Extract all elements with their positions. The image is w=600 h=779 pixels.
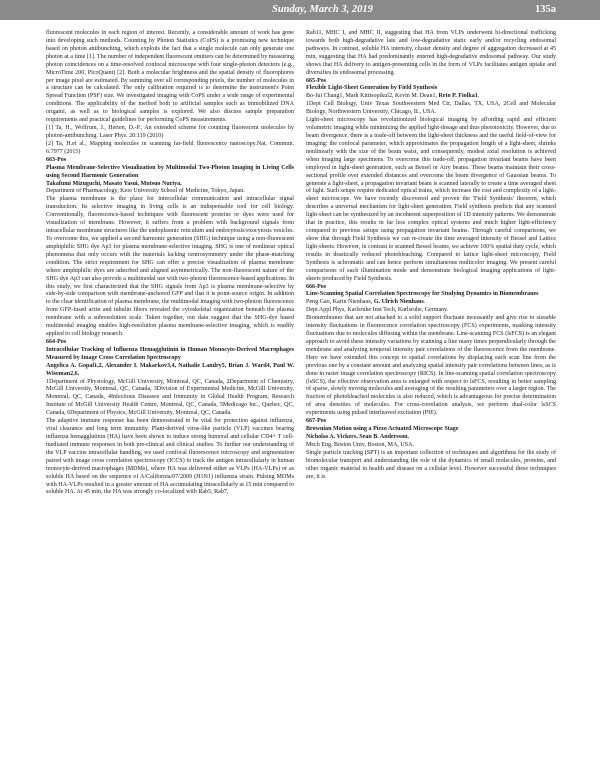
- continued-abstract-text: fluorescent molecules in each region of interest. Recently, a considerable amount of work has gone into developing such methods. Counting by Photon Statistics (CoPS) is a promising new technique based on photon antibunching, which exploits the fact that a single molecule can only generate one photon at a time [1]. The number of independent fluorescent emitters can be determined by measuring photon coincidences on a time-resolved confocal microscope with four single-photon detectors (e.g., MicroTime 200, PicoQuant) [2]. Both a molecular brightness and the spatial density of fluorophores per image pixel are estimated. By summing over all corresponding pixels, the number of molecules in a structure can be calculated. The only calibration required is to determine the instrument's Point Spread Function (PSF) size. We investigated imaging with CoPS under a wide range of experimental conditions. The applicability of the method both to artificial samples such as immobilized DNA origami, as well as to biological samples is explored. We also discuss sample preparation requirements and practical guidelines for performing CoPS measurements.: [46, 30, 294, 124]
- authors-665-end: .: [477, 93, 480, 100]
- abstract-authors-665: [306, 93, 556, 101]
- abstract-affiliation-667: Mech Eng, Boston Univ, Boston, MA, USA.: [306, 441, 414, 448]
- abstract-title-665: Flexible Light-Sheet Generation by Field Synthesis: [306, 85, 438, 92]
- reference-2: [2] Ta, H.et al., Mapping molecules in scanning far-field fluorescence nanoscopy.Nat. Commun. 6:7977 (2015): [46, 140, 294, 155]
- abstract-id-663: 663-Pos: [46, 156, 67, 163]
- abstract-id-667: 667-Pos: [306, 418, 327, 425]
- abstract-affiliation-665: 1Dept Cell Biology, Univ Texas Southwestern Med Ctr, Dallas, TX, USA, 2Cell and Molecular Biology, Northwestern University, Chicago, IL, USA.: [306, 101, 556, 116]
- abstract-authors-663: Takafumi Mizuguchi, Masato Yasui, Mutsuo Nuriya.: [46, 180, 182, 187]
- abstract-body-665: Light-sheet microscopy has revolutionized biological imaging by affording rapid and efficient volumetric imaging while minimizing the applied light-dosage and thus phototoxicity. However, due to beam divergence, there is a trade-off between the light-sheet thickness and the useful field-of-view for imaging: the confocal parameter, which approximates the propagation length of a light-sheet, shrinks nonlinearly with the size of the beam waist, and consequently, modest axial resolution is achieved when imaging large specimens. To overcome this trade-off, propagation invariant beams have been employed in light-sheet generation, such as Bessel or Airy beams. These beams maintain their cross-sectional profile over extended distances and overcome the beam divergence of Gaussian beams. To generate a light-sheet, a propagation invariant beam is scanned laterally to create a time averaged sheet of light. Such setups require dedicated optical trains, which increase the cost and complexity of a light-sheet microscope. We have recently discovered and proven the 'Field Synthesis' theorem, which describes a universal mechanism for light-sheet generation. Field synthesis predicts that any scanned light-sheet can be synthesized by an incoherent superposition of 1D intensity patterns. We demonstrate that in practice, this results in far less complex optical systems and much higher light-efficiency compared to previous setups using propagation invariant beams. Through careful comparisons, we show that through Field Synthesis we can re-create the time averaged intensity of Bessel and Lattice light-sheets. However, in contrast to scanned Bessel beams, we achieve 100% spatial duty cycle, which results in drastically reduced photobleaching. Compared to lattice light-sheet microscopy, Field Synthesis is achromatic and can hence perform simultaneous multicolor imaging. We present careful comparisons of each illumination mode and demonstrate biological imaging applications of light-sheets produced by Field Synthesis.: [306, 117, 556, 282]
- header-bar: [0, 0, 600, 20]
- authors-666-presenter: G. Ulrich Nienhaus: [373, 299, 424, 306]
- authors-666-plain: Peng Gao, Karin Nienhaus,: [306, 299, 374, 306]
- abstract-affiliation-664: 1Department of Physiology, McGill University, Montreal, QC, Canada, 2Department of Chemistry, McGill University, Montreal, QC, Canada, 3Division of Experimental Medicine, McGill University, Montreal, QC, Canada, 4Infectious Diseases and Immunity in Global Health Program, Research Institute of McGill University Health Centre, Montreal, QC, Canada, 5Medicago Inc., Quebec, QC, Canada, 6Department of Physics, McGill University, Montreal, QC, Canada.: [46, 378, 294, 417]
- abstract-id-665: 665-Pos: [306, 77, 327, 84]
- abstract-authors-664: Angelica A. Gopal1,2, Alexander I. Makarkov3,4, Nathalie Landry5, Brian J. Ward4, Paul W. Wiseman2,6.: [46, 362, 294, 377]
- reference-1: [1] Ta, H., Wolfrum, J., Herten, D.-P., An extended scheme for counting fluorescent molecules by photon-antibunching. Laser Phys. 20:119 (2010): [46, 125, 294, 139]
- abstract-body-664: The adaptive immune response has been demonstrated to be vital for protection against influenza, viral clearance and long term immunity. Plant-derived virus-like particle (VLP) vaccines bearing influenza hemagglutinin (HA) have been shown to induce strong humoral and cellular CD4+ T cell-mediated immune responses in both pre-clinical and clinical studies. To further our understanding of the VLP vaccine intracellular handling, we used confocal fluorescence microscopy and segmentation paired with image cross correlation spectroscopy (ICCS) to track the antigen intracellularly in human monocyte-derived macrophages (MDMs), where HA was delivered either as VLPs (HA-VLPs) or as soluble HA based on the sequence of A/California/07/2009 (H1N1) influenza strain. Pulsing MDMs with HA-VLPs resulted in a greater amount of HA accumulating intracellularly at 15 min compared to soluble HA. At 45 min, the HA was strongly co-localized with Rab5, Rab7,: [46, 418, 294, 496]
- authors-665-plain: Bo-Jui Chang1, Mark Kittisopikul2, Kevin M. Dean1,: [306, 93, 439, 100]
- abstract-title-666: Line-Scanning Spatial Correlation Spectroscopy for Studying Dynamics in Biomembranes: [306, 291, 539, 298]
- abstract-id-664: 664-Pos: [46, 338, 67, 345]
- abstract-authors-667: Nicholas A. Vickers, Sean B. Andersson.: [306, 434, 409, 441]
- continued-abstract-664-text: Rab11, MHC I, and MHC II, suggesting that HA from VLPs underwent bi-directional trafficking towards both high-degradative late and low-degradative static early and/or recycling endosomal pathways. In contrast, soluble HA intensity, cluster density and degree of aggregation decreased at 45 min, suggesting that HA had predominantly entered high-degradative endosomal pathway. Our study shows that HA delivery to antigen-presenting cells in the form of VLPs facilitates antigen uptake and diversifies its endosomal processing.: [306, 30, 556, 76]
- authors-666-end: .: [423, 299, 426, 306]
- page-number: 135a: [535, 4, 556, 15]
- abstract-body-667: Single particle tracking (SPT) is an important collection of techniques and algorithms for the study of biomolecular transport and understanding the role of the dynamics of small molecules, proteins, and other organic material in health and disease on a cellular level. However successful these techniques are, it is: [306, 449, 556, 480]
- abstract-title-664: Intracellular Tracking of Influenza Hemagglutinin in Human Monocyte-Derived Macrophages Measured by Image Cross Correlation Spectroscopy: [46, 346, 294, 361]
- right-column: [306, 30, 556, 482]
- abstract-authors-666: [306, 299, 556, 307]
- abstract-affiliation-663: Department of Pharmacology, Keio University School of Medicine, Tokyo, Japan.: [46, 188, 245, 195]
- abstract-title-663: Plasma Membrane-Selective Visualization by Multimodal Two-Photon Imaging in Living Cells using Second Harmonic Generation: [46, 164, 294, 179]
- abstract-title-667: Brownian Motion using a Piezo Actuated Microscope Stage: [306, 426, 459, 433]
- abstract-body-666: Biomembranes that are not attached to a solid support fluctuate incessantly and give rise to sizeable intensity fluctuations in fluorescence correlation spectroscopy (FCS) experiments, masking intensity fluctuations due to molecules diffusing within the membrane. Line-scanning FCS (lsFCS) is an elegant approach to avoid these intensity variations by scanning a line many times perpendicularly through the membrane and analyzing temporal intensity pair correlations of the fluorescence from the membrane. Here we have extended this concept to spatial correlations by displacing each scan line from the previous one by a constant amount and analyzing spatial intensity pair correlations between lines, as is done in raster image correlation spectroscopy (RICS). In line-scanning spatial correlation spectroscopy (lsSCS), the effective observation area is enlarged with respect to lsFCS, resulting in better sampling of sparse, slowly moving molecules and averaging of the resulting parameters over a larger region. The fraction of photobleached molecules is also reduced, which is advantageous for precise determination of area densities of molecules. For cross-correlation analysis, we perform dual-color lsSCS experiments using pulsed interleaved excitation (PIE).: [306, 315, 556, 417]
- left-column: [46, 30, 294, 497]
- abstract-affiliation-666: Dept Appl Phys, Karlsruhe Inst Tech, Karlsruhe, Germany.: [306, 307, 449, 314]
- running-head: Sunday, March 3, 2019: [272, 4, 373, 15]
- authors-665-presenter: Reto P. Fiolka1: [438, 93, 478, 100]
- abstract-body-663: The plasma membrane is the place for intercellular communication and intracellular signal transduction. Its selective imaging in living cells is an indispensable tool for cell biology. Conventionally, fluorescence-based techniques with fluorescent proteins or dyes were used for visualization of membrane. However, it suffers from a problem with background signals from intracellular membrane structures like the endoplasmic reticulum and endocytosis/exocytosis vesicles. To overcome this, we applied a second harmonic generation (SHG) technique using a non-fluorescent amphiphilic SHG dye Ap3 for plasma membrane-selective imaging. SHG is one of nonlinear optical phenomena that only occurs with the materials lacking centrosymmetry under the phase-matching condition. The strict requirement for SHG can offer a precise visualization of plasma membrane where amphiphilic dyes are adsorbed and aligned asymmetrically. The non-fluorescent nature of the SHG dye Ap3 can also provide a multimodal use with two-photon fluorescence-based applications. In this study, we first characterized that the SHG signals from Ap3 is plasma membrane-selective by side-by-side comparison with membrane-anchored GFP and that it is point-source origin. In addition to the clear identification of plasma membrane, the multimodal imaging with two-photon fluorescence from GFP-fused actin and tubulin fibers revealed the cytoskeletal organization beneath the plasma membrane with a subresolution scale. Taken together, our data suggest that the SHG-dye based multimodal imaging enables high-resolution plasma membrane-selective imaging, which is readily applied to cell biology research.: [46, 196, 294, 338]
- abstract-id-666: 666-Pos: [306, 283, 327, 290]
